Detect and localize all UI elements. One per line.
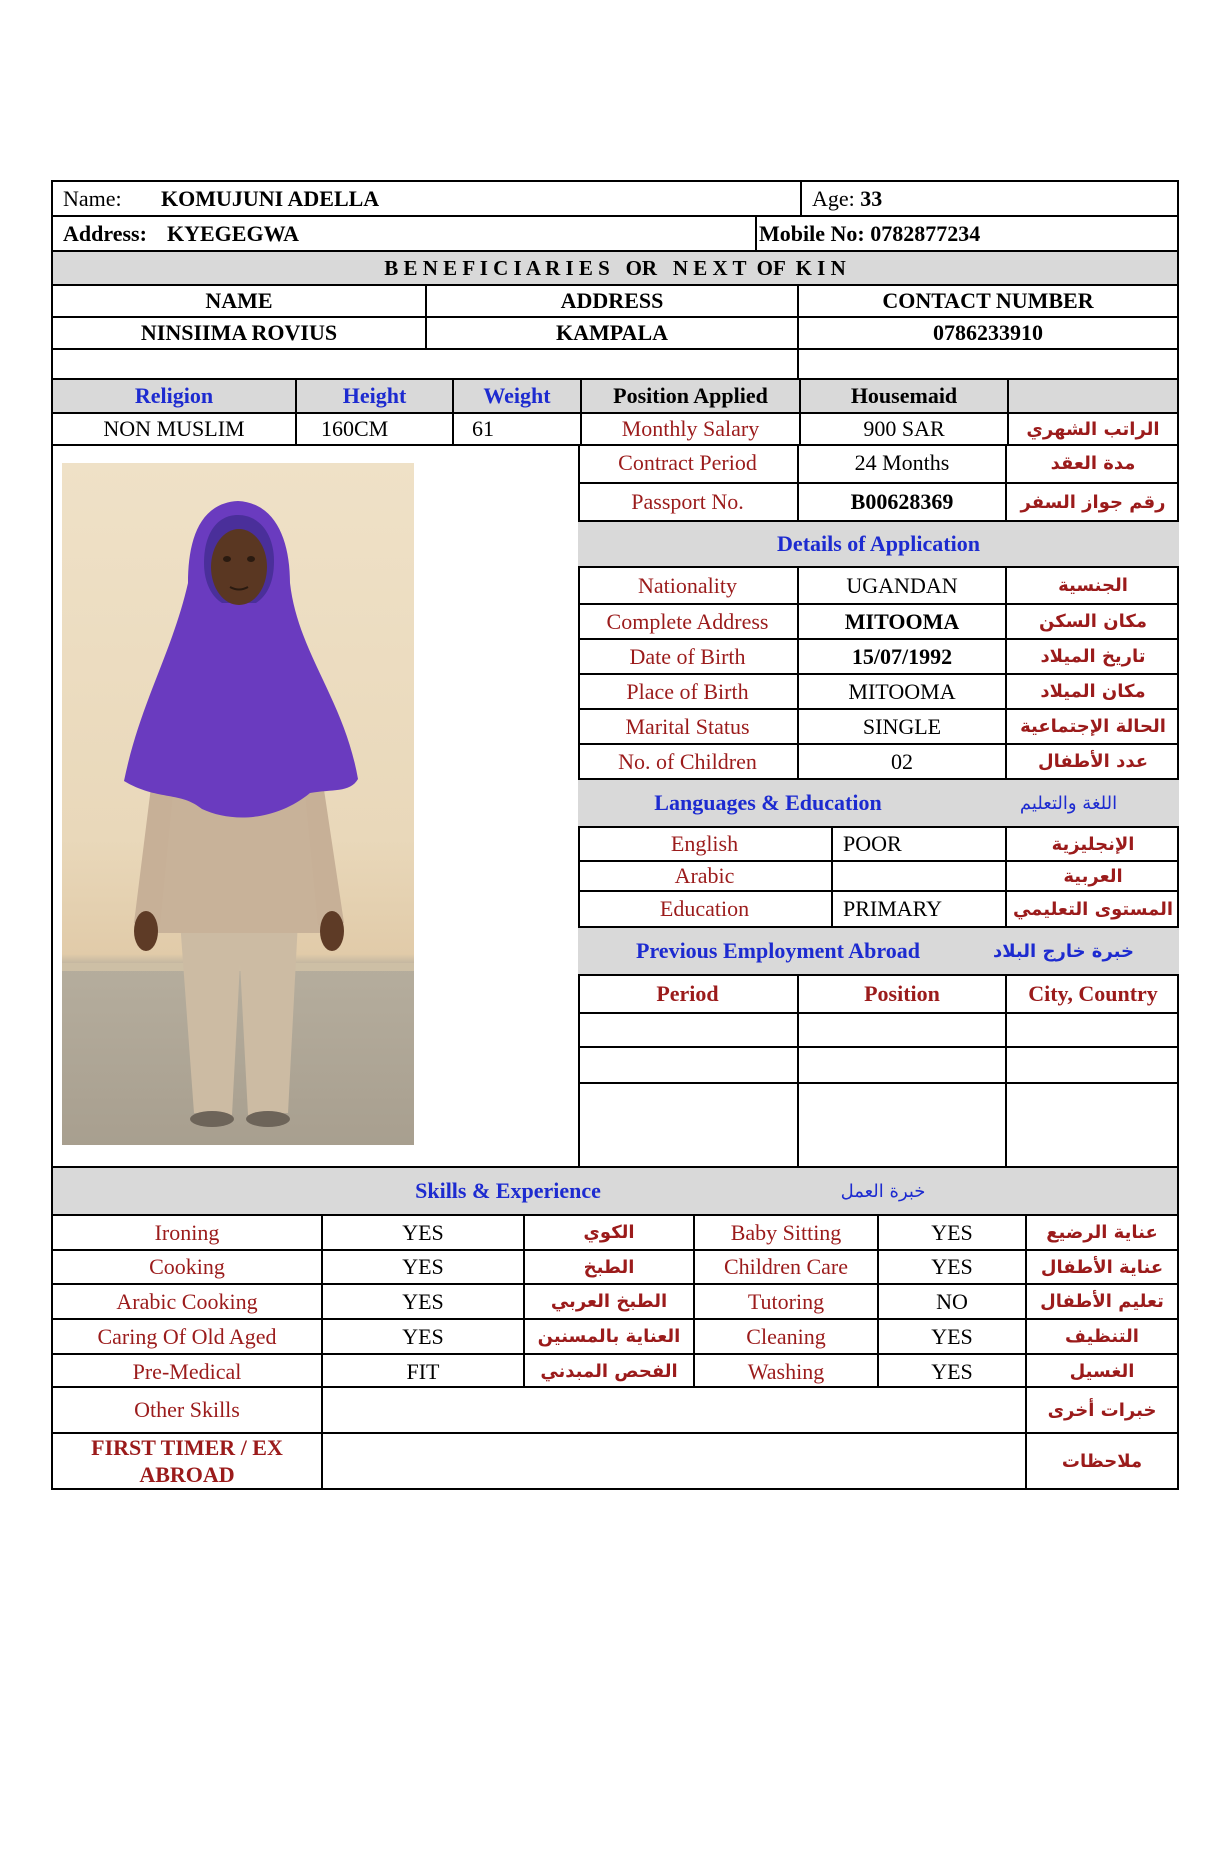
details-arabic: الحالة الإجتماعية [1005,710,1179,743]
skill-left-value: YES [321,1216,523,1249]
skill-left-value: FIT [321,1355,523,1388]
skill-right-arabic: الغسيل [1025,1355,1177,1388]
skill-right-label: Baby Sitting [693,1216,877,1249]
details-row [578,675,1179,710]
weight-header: Weight [452,380,580,412]
mobile-cell [755,217,1177,250]
employment-position-header: Position [797,976,1005,1012]
name-label: Name: [63,185,122,211]
skill-right-label: Children Care [693,1251,877,1283]
details-value: 02 [797,745,1005,778]
contract-value-0: 900 SAR [799,414,1007,444]
beneficiaries-value-row [51,316,1179,350]
details-value: SINGLE [797,710,1005,743]
language-label: English [670,831,739,856]
beneficiary-contact: 0786233910 [797,318,1177,348]
languages-title: Languages & Education [654,790,882,815]
details-value: MITOOMA [797,675,1005,708]
profile-value-row [51,412,1179,446]
details-value: 15/07/1992 [797,640,1005,673]
languages-title-row [578,780,1179,828]
skill-left-arabic: الطبخ العربي [523,1285,693,1318]
employment-header-row [578,976,1179,1014]
contract-label-2: Passport No. [631,489,744,514]
other-skills-label: Other Skills [134,1397,240,1422]
language-arabic: الإنجليزية [1005,828,1179,860]
other-skills-arabic: خبرات أخرى [1025,1388,1177,1432]
skill-right-value: YES [877,1355,1025,1388]
details-arabic: مكان الميلاد [1005,675,1179,708]
skill-right-label: Tutoring [693,1285,877,1318]
blank-row [51,348,1179,380]
skill-row [53,1320,1177,1355]
contract-value-1: 24 Months [797,444,1005,482]
skills-title-arabic: خبرة العمل [840,1180,926,1202]
skill-left-value: YES [321,1320,523,1353]
languages-title-arabic: اللغة والتعليم [1019,792,1118,814]
language-label: Arabic [674,863,735,888]
languages-row [578,828,1179,862]
weight-value: 61 [452,414,580,444]
details-label: Place of Birth [626,678,749,704]
beneficiary-address: KAMPALA [425,318,797,348]
skill-left-label: Ironing [154,1219,220,1245]
skill-right-value: YES [877,1251,1025,1283]
languages-row [578,862,1179,892]
details-rows [578,568,1179,780]
language-value [831,862,1005,890]
beneficiary-name: NINSIIMA ROVIUS [140,320,338,345]
skill-left-arabic: الفحص المبدني [523,1355,693,1388]
other-skills-row [51,1386,1179,1434]
details-label: No. of Children [618,748,757,774]
skill-right-label: Washing [693,1355,877,1388]
blank-cell [797,350,1177,378]
details-label: Nationality [638,572,737,598]
employment-title-arabic: خبرة خارج البلاد [993,940,1134,962]
skill-row [53,1251,1177,1285]
skill-left-label: Pre-Medical [132,1358,242,1384]
skill-row [53,1355,1177,1388]
details-arabic: عدد الأطفال [1005,745,1179,778]
beneficiaries-title: B E N E F I C I A R I E S OR N E X T OF K I N [384,255,846,280]
height-value: 160CM [295,414,452,444]
address-value: KYEGEGWA [167,220,300,246]
skills-grid [51,1214,1179,1388]
beneficiary-name-header: NAME [205,288,273,313]
details-row [578,745,1179,780]
details-row [578,640,1179,675]
age-value: 33 [860,185,883,211]
employment-empty-row [578,1048,1179,1084]
beneficiaries-title-row [51,250,1179,286]
first-timer-label: FIRST TIMER / EX ABROAD [91,1435,283,1487]
first-timer-arabic: ملاحظات [1025,1434,1177,1488]
details-title-row [578,522,1179,568]
mobile-value: 0782877234 [870,220,981,246]
details-arabic: تاريخ الميلاد [1005,640,1179,673]
details-row [578,605,1179,640]
height-header: Height [295,380,452,412]
employment-period-header: Period [656,981,719,1006]
name-value: KOMUJUNI ADELLA [161,185,380,211]
position-applied-extra [1007,380,1177,412]
contract-row-2 [578,484,1179,522]
details-arabic: مكان السكن [1005,605,1179,638]
skill-left-label: Caring Of Old Aged [97,1323,277,1349]
other-skills-value [321,1388,1025,1432]
skill-left-arabic: العناية بالمسنين [523,1320,693,1353]
beneficiary-address-header: ADDRESS [425,286,797,316]
details-row [578,710,1179,745]
contract-label-0: Monthly Salary [580,414,799,444]
address-label: Address: [63,220,147,246]
details-label: Marital Status [625,713,750,739]
beneficiary-contact-header: CONTACT NUMBER [797,286,1177,316]
photo [62,463,414,1145]
language-value: POOR [831,828,1005,860]
skill-row [53,1285,1177,1320]
contract-row-1 [578,444,1179,484]
skill-left-arabic: الطبخ [523,1251,693,1283]
first-timer-value [321,1434,1025,1488]
details-title: Details of Application [777,531,980,556]
skill-right-label: Cleaning [693,1320,877,1353]
age-label: Age: [812,185,855,211]
details-value: UGANDAN [797,568,1005,603]
skill-right-arabic: عناية الأطفال [1025,1251,1177,1283]
position-applied-value: Housemaid [799,380,1007,412]
address-row [51,215,1179,252]
skill-right-arabic: عناية الرضيع [1025,1216,1177,1249]
languages-row [578,892,1179,928]
religion-value: NON MUSLIM [103,416,245,441]
skills-title: Skills & Experience [415,1178,601,1203]
skill-right-value: YES [877,1320,1025,1353]
age-cell [800,182,1177,215]
employment-city-header: City, Country [1005,976,1179,1012]
employment-title: Previous Employment Abroad [636,938,920,963]
contract-arabic-1: مدة العقد [1005,444,1179,482]
contract-arabic-2: رقم جواز السفر [1005,484,1179,520]
skill-left-value: YES [321,1285,523,1318]
skill-left-label: Cooking [149,1254,225,1279]
language-value: PRIMARY [831,892,1005,926]
skill-row [53,1216,1177,1251]
employment-empty-row [578,1084,1179,1168]
details-arabic: الجنسية [1005,568,1179,603]
details-value: MITOOMA [797,605,1005,638]
employment-title-row [578,928,1179,976]
details-label: Date of Birth [629,643,746,669]
skill-left-arabic: الكوي [523,1216,693,1249]
skill-right-arabic: تعليم الأطفال [1025,1285,1177,1318]
contract-value-2: B00628369 [797,484,1005,520]
first-timer-row [51,1432,1179,1490]
religion-header: Religion [53,380,295,412]
mobile-label: Mobile No: [759,220,865,246]
skill-left-label: Arabic Cooking [116,1288,258,1314]
skill-right-value: YES [877,1216,1025,1249]
details-row [578,568,1179,605]
details-label: Complete Address [606,608,769,634]
name-row [51,180,1179,217]
skill-right-arabic: التنظيف [1025,1320,1177,1353]
language-arabic: العربية [1005,862,1179,890]
skills-title-row [51,1166,1179,1216]
skill-right-value: NO [877,1285,1025,1318]
skill-left-value: YES [321,1251,523,1283]
contract-arabic-0: الراتب الشهري [1007,414,1177,444]
contract-label-1: Contract Period [618,450,757,475]
language-label: Education [659,896,750,921]
employment-empty-row [578,1014,1179,1048]
language-arabic: المستوى التعليمي [1005,892,1179,926]
profile-header-row [51,378,1179,414]
position-applied-header: Position Applied [580,380,799,412]
person-figure-icon [62,463,414,1145]
beneficiaries-header-row [51,284,1179,318]
